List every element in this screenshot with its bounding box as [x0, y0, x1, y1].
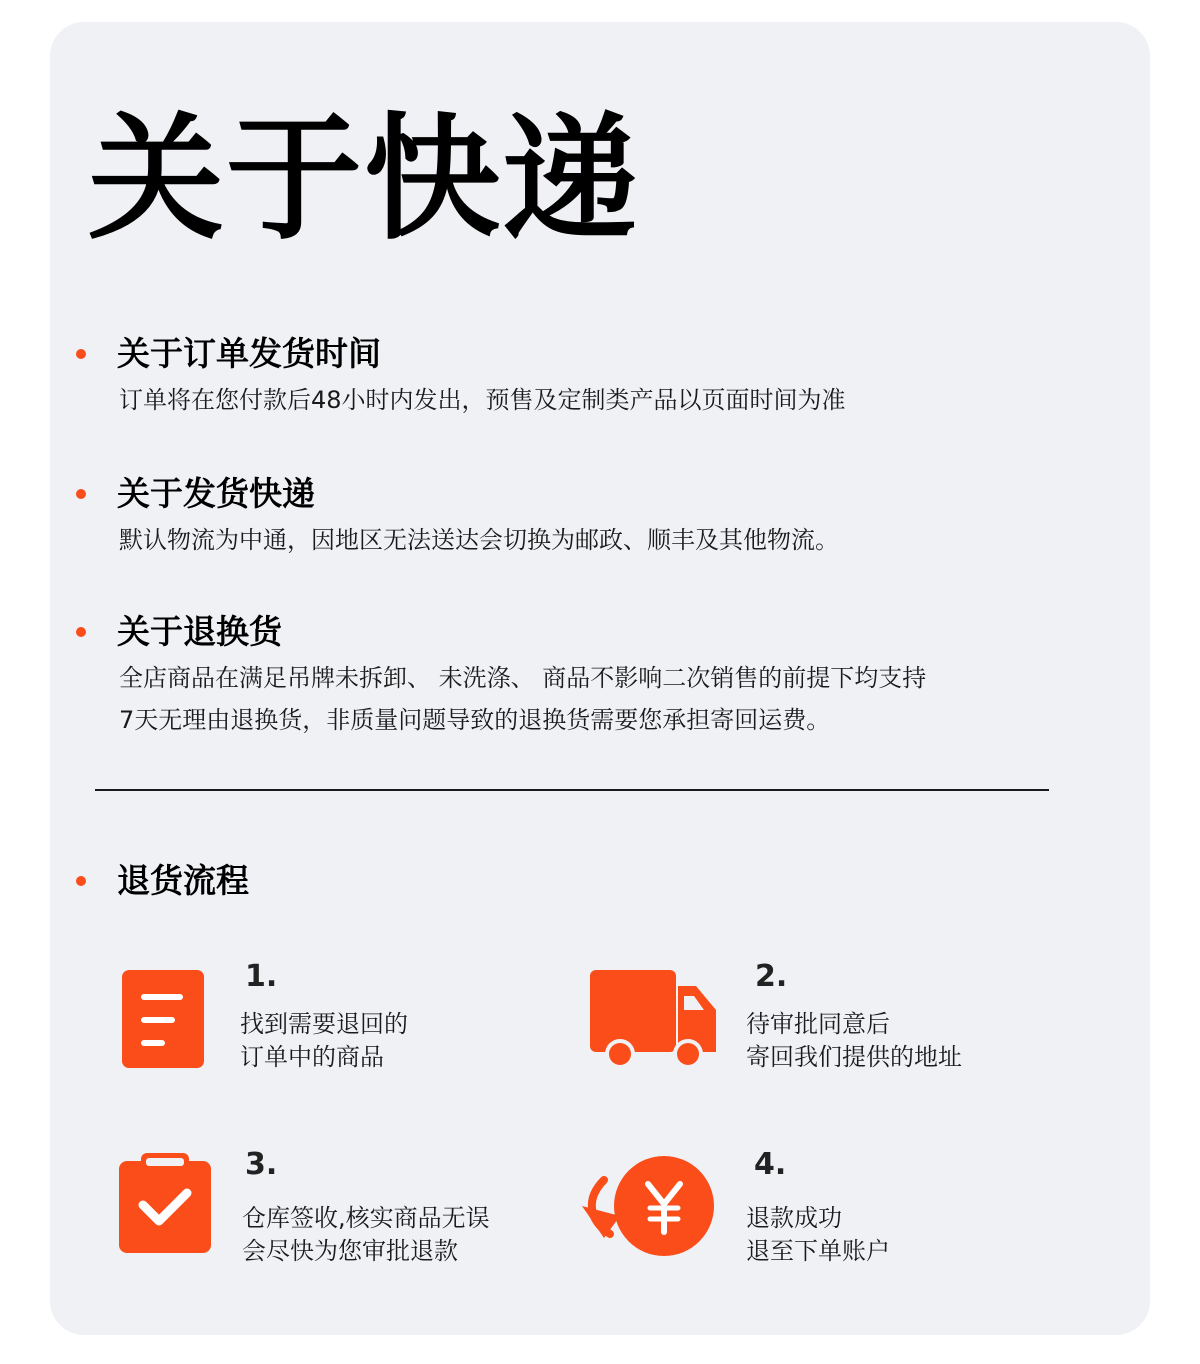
bullet-dot: [76, 876, 86, 886]
section-heading: 关于订单发货时间: [117, 334, 381, 373]
bullet-dot: [76, 349, 86, 359]
step-description-line: 待审批同意后: [746, 1010, 890, 1038]
divider: [95, 789, 1049, 791]
clipboard-check-icon: [119, 1153, 211, 1259]
section-body-line: 订单将在您付款后48小时内发出，预售及定制类产品以页面时间为准: [119, 386, 846, 414]
yen-refund-icon: [580, 1156, 716, 1260]
step-number: 1.: [245, 959, 278, 994]
section-heading: 关于发货快递: [117, 474, 315, 513]
document-icon: [122, 970, 204, 1072]
section-body-line: 7天无理由退换货，非质量问题导致的退换货需要您承担寄回运费。: [119, 706, 831, 734]
step-number: 4.: [754, 1147, 787, 1182]
step-description-line: 退款成功: [746, 1204, 842, 1232]
page-title: 关于快递: [88, 101, 640, 259]
section-heading: 退货流程: [117, 861, 249, 900]
step-description-line: 寄回我们提供的地址: [746, 1043, 962, 1071]
section-body-line: 全店商品在满足吊牌未拆卸、 未洗涤、 商品不影响二次销售的前提下均支持: [119, 664, 927, 692]
section-heading: 关于退换货: [117, 612, 282, 651]
step-description-line: 会尽快为您审批退款: [242, 1237, 458, 1265]
bullet-dot: [76, 489, 86, 499]
step-description-line: 仓库签收,核实商品无误: [242, 1204, 490, 1232]
bullet-dot: [76, 627, 86, 637]
step-description-line: 订单中的商品: [240, 1043, 384, 1071]
section-body-line: 默认物流为中通，因地区无法送达会切换为邮政、顺丰及其他物流。: [119, 526, 839, 554]
step-number: 3.: [245, 1147, 278, 1182]
truck-icon: [588, 970, 718, 1074]
step-number: 2.: [755, 959, 788, 994]
step-description-line: 退至下单账户: [746, 1237, 890, 1265]
step-description-line: 找到需要退回的: [240, 1010, 408, 1038]
